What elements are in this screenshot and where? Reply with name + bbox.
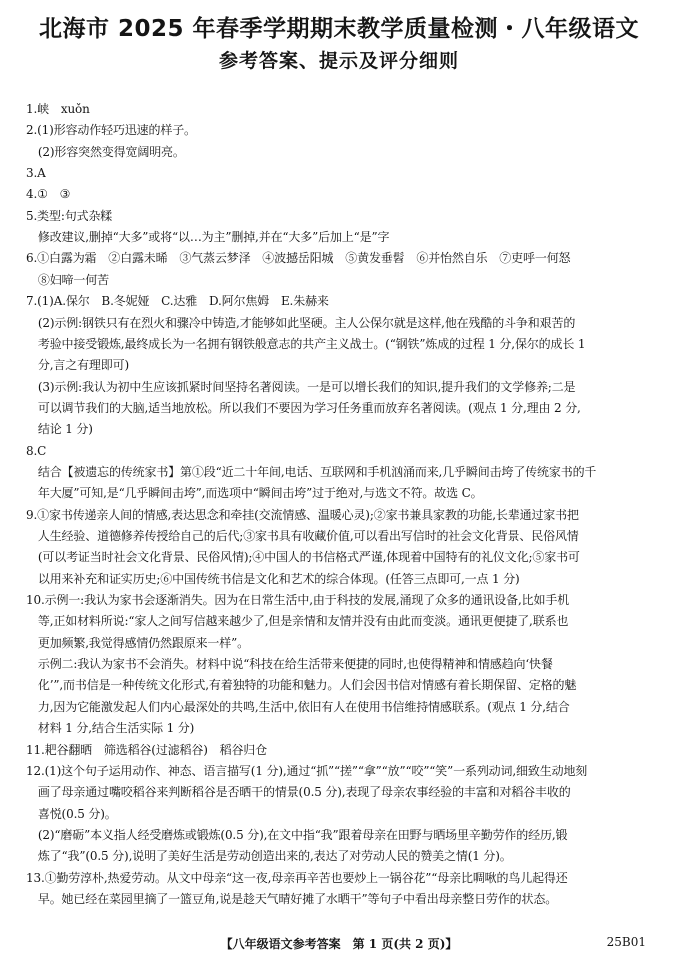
answer-line: 更加频繁,我觉得感情仍然跟原来一样”。 bbox=[26, 635, 249, 650]
answer-line: (3)示例:我认为初中生应该抓紧时间坚持名著阅读。一是可以增长我们的知识,提升我们的文学修养;二是 bbox=[26, 379, 576, 394]
answer-line: 9.①家书传递亲人间的情感,表达思念和牵挂(交流情感、温暖心灵);②家书兼具家教的功能,长辈通过家书把 bbox=[26, 507, 579, 522]
answer-line: 化’”,而书信是一种传统文化形式,有着独特的功能和魅力。人们会因书信对情感有着长期保留、定格的魅 bbox=[26, 678, 577, 693]
answer-line: 画了母亲通过嘴咬稻谷来判断稻谷是否晒干的情景(0.5 分),表现了母亲农事经验的丰富和对稻谷丰收的 bbox=[26, 785, 571, 800]
document-subtitle: 参考答案、提示及评分细则 bbox=[218, 50, 459, 72]
answer-line: 力,因为它能激发起人们内心最深处的共鸣,生活中,依旧有人在使用书信维持情感联系。(观点 1 分,结合 bbox=[26, 699, 570, 714]
answer-line: 1.峡 xuǒn bbox=[26, 102, 90, 116]
answer-line: 7.(1)A.保尔 B.冬妮娅 C.达雅 D.阿尔焦姆 E.朱赫来 bbox=[26, 294, 329, 309]
page-footer bbox=[0, 935, 678, 953]
answer-line: ⑧妇啼一何苦 bbox=[26, 272, 109, 287]
answer-line: 3.A bbox=[26, 166, 46, 181]
footer-page-info: 【八年级语文参考答案 第 1 页(共 2 页)】 bbox=[220, 937, 458, 951]
answer-line: 考验中接受锻炼,最终成长为一名拥有钢铁般意志的共产主义战士。(“钢铁”炼成的过程 1 分,保尔的成长 1 bbox=[26, 336, 586, 351]
answer-line: 人生经验、道德修养传授给自己的后代;③家书具有收藏价值,可以看出写信时的社会文化背景、民俗风情 bbox=[26, 529, 579, 543]
answer-line: 材料 1 分,结合生活实际 1 分) bbox=[26, 721, 195, 736]
answer-line: (2)示例:钢铁只有在烈火和骤冷中铸造,才能够如此坚硬。主人公保尔就是这样,他在残酷的斗争和艰苦的 bbox=[26, 315, 576, 330]
answer-line: 6.①白露为霜 ②白露未晞 ③气蒸云梦泽 ④波撼岳阳城 ⑤黄发垂髫 ⑥并怡然自乐 ⑦吏呼一何怒 bbox=[26, 251, 571, 266]
answer-line: 分,言之有理即可) bbox=[26, 358, 129, 373]
answer-line: 年大厦”可知,是“几乎瞬间击垮”,而选项中“瞬间击垮”过于绝对,与选文不符。故选 C。 bbox=[26, 486, 483, 501]
answer-line: 修改建议,删掉“大多”或将“以…为主”删掉,并在“大多”后加上“是”字 bbox=[26, 230, 390, 245]
document-title: 北海市 2025 年春季学期期末教学质量检测・八年级语文 bbox=[38, 16, 640, 42]
answer-line: 10.示例一:我认为家书会逐渐消失。因为在日常生活中,由于科技的发展,涌现了众多的通讯设备,比如手机 bbox=[26, 593, 570, 608]
answer-line: 以用来补充和证实历史;⑥中国传统书信是文化和艺术的综合体现。(任答三点即可,一点 1 分) bbox=[26, 571, 520, 586]
answer-line: 13.①勤劳淳朴,热爱劳动。从文中母亲“这一夜,母亲再辛苦也要炒上一锅谷花”“母亲比啁啾的鸟儿起得还 bbox=[26, 870, 568, 885]
answer-line: 结论 1 分) bbox=[26, 422, 93, 437]
answer-line: 等,正如材料所说:“家人之间写信越来越少了,但是亲情和友情并没有由此而变淡。通讯更便捷了,联系也 bbox=[26, 614, 569, 629]
answer-line: 5.类型:句式杂糅 bbox=[26, 208, 113, 223]
footer-code: 25B01 bbox=[606, 935, 646, 949]
answer-line: 2.(1)形容动作轻巧迅速的样子。 bbox=[26, 123, 196, 138]
answer-line: 示例二:我认为家书不会消失。材料中说“科技在给生活带来便捷的同时,也使得精神和情感趋向‘快餐 bbox=[26, 657, 553, 672]
answer-line: 12.(1)这个句子运用动作、神态、语言描写(1 分),通过“抓”“搓”“拿”“放”“咬”“笑”一系列动词,细致生动地刻 bbox=[26, 763, 588, 778]
answer-line: (2)“磨砺”本义指人经受磨炼或锻炼(0.5 分),在文中指“我”跟着母亲在田野与晒场里辛勤劳作的经历,锻 bbox=[26, 827, 568, 842]
answer-line: 4.① ③ bbox=[26, 187, 71, 202]
answer-line: (2)形容突然变得宽阔明亮。 bbox=[26, 144, 185, 159]
answer-line: 可以调节我们的大脑,适当地放松。所以我们不要因为学习任务重而放弃名著阅读。(观点 1 分,理由 2 分, bbox=[26, 400, 581, 415]
answer-line: 8.C bbox=[26, 443, 47, 458]
answer-line: 结合【被遗忘的传统家书】第①段“近二十年间,电话、互联网和手机汹涌而来,几乎瞬间击垮了传统家书的千 bbox=[26, 464, 597, 479]
answer-line: (可以考证当时社会文化背景、民俗风情);④中国人的书信格式严谨,体现着中国特有的礼仪文化;⑤家书可 bbox=[26, 550, 580, 565]
answer-line: 11.耙谷翻晒 筛选稻谷(过滤稻谷) 稻谷归仓 bbox=[26, 742, 267, 757]
answer-line: 炼了“我”(0.5 分),说明了美好生活是劳动创造出来的,表达了对劳动人民的赞美之情(1 分)。 bbox=[26, 849, 512, 864]
answer-line: 早。她已经在菜园里摘了一篮豆角,说是趁天气晴好摊了水晒干”等句子中看出母亲整日劳作的状态。 bbox=[26, 891, 558, 906]
answer-line: 喜悦(0.5 分)。 bbox=[26, 806, 117, 821]
